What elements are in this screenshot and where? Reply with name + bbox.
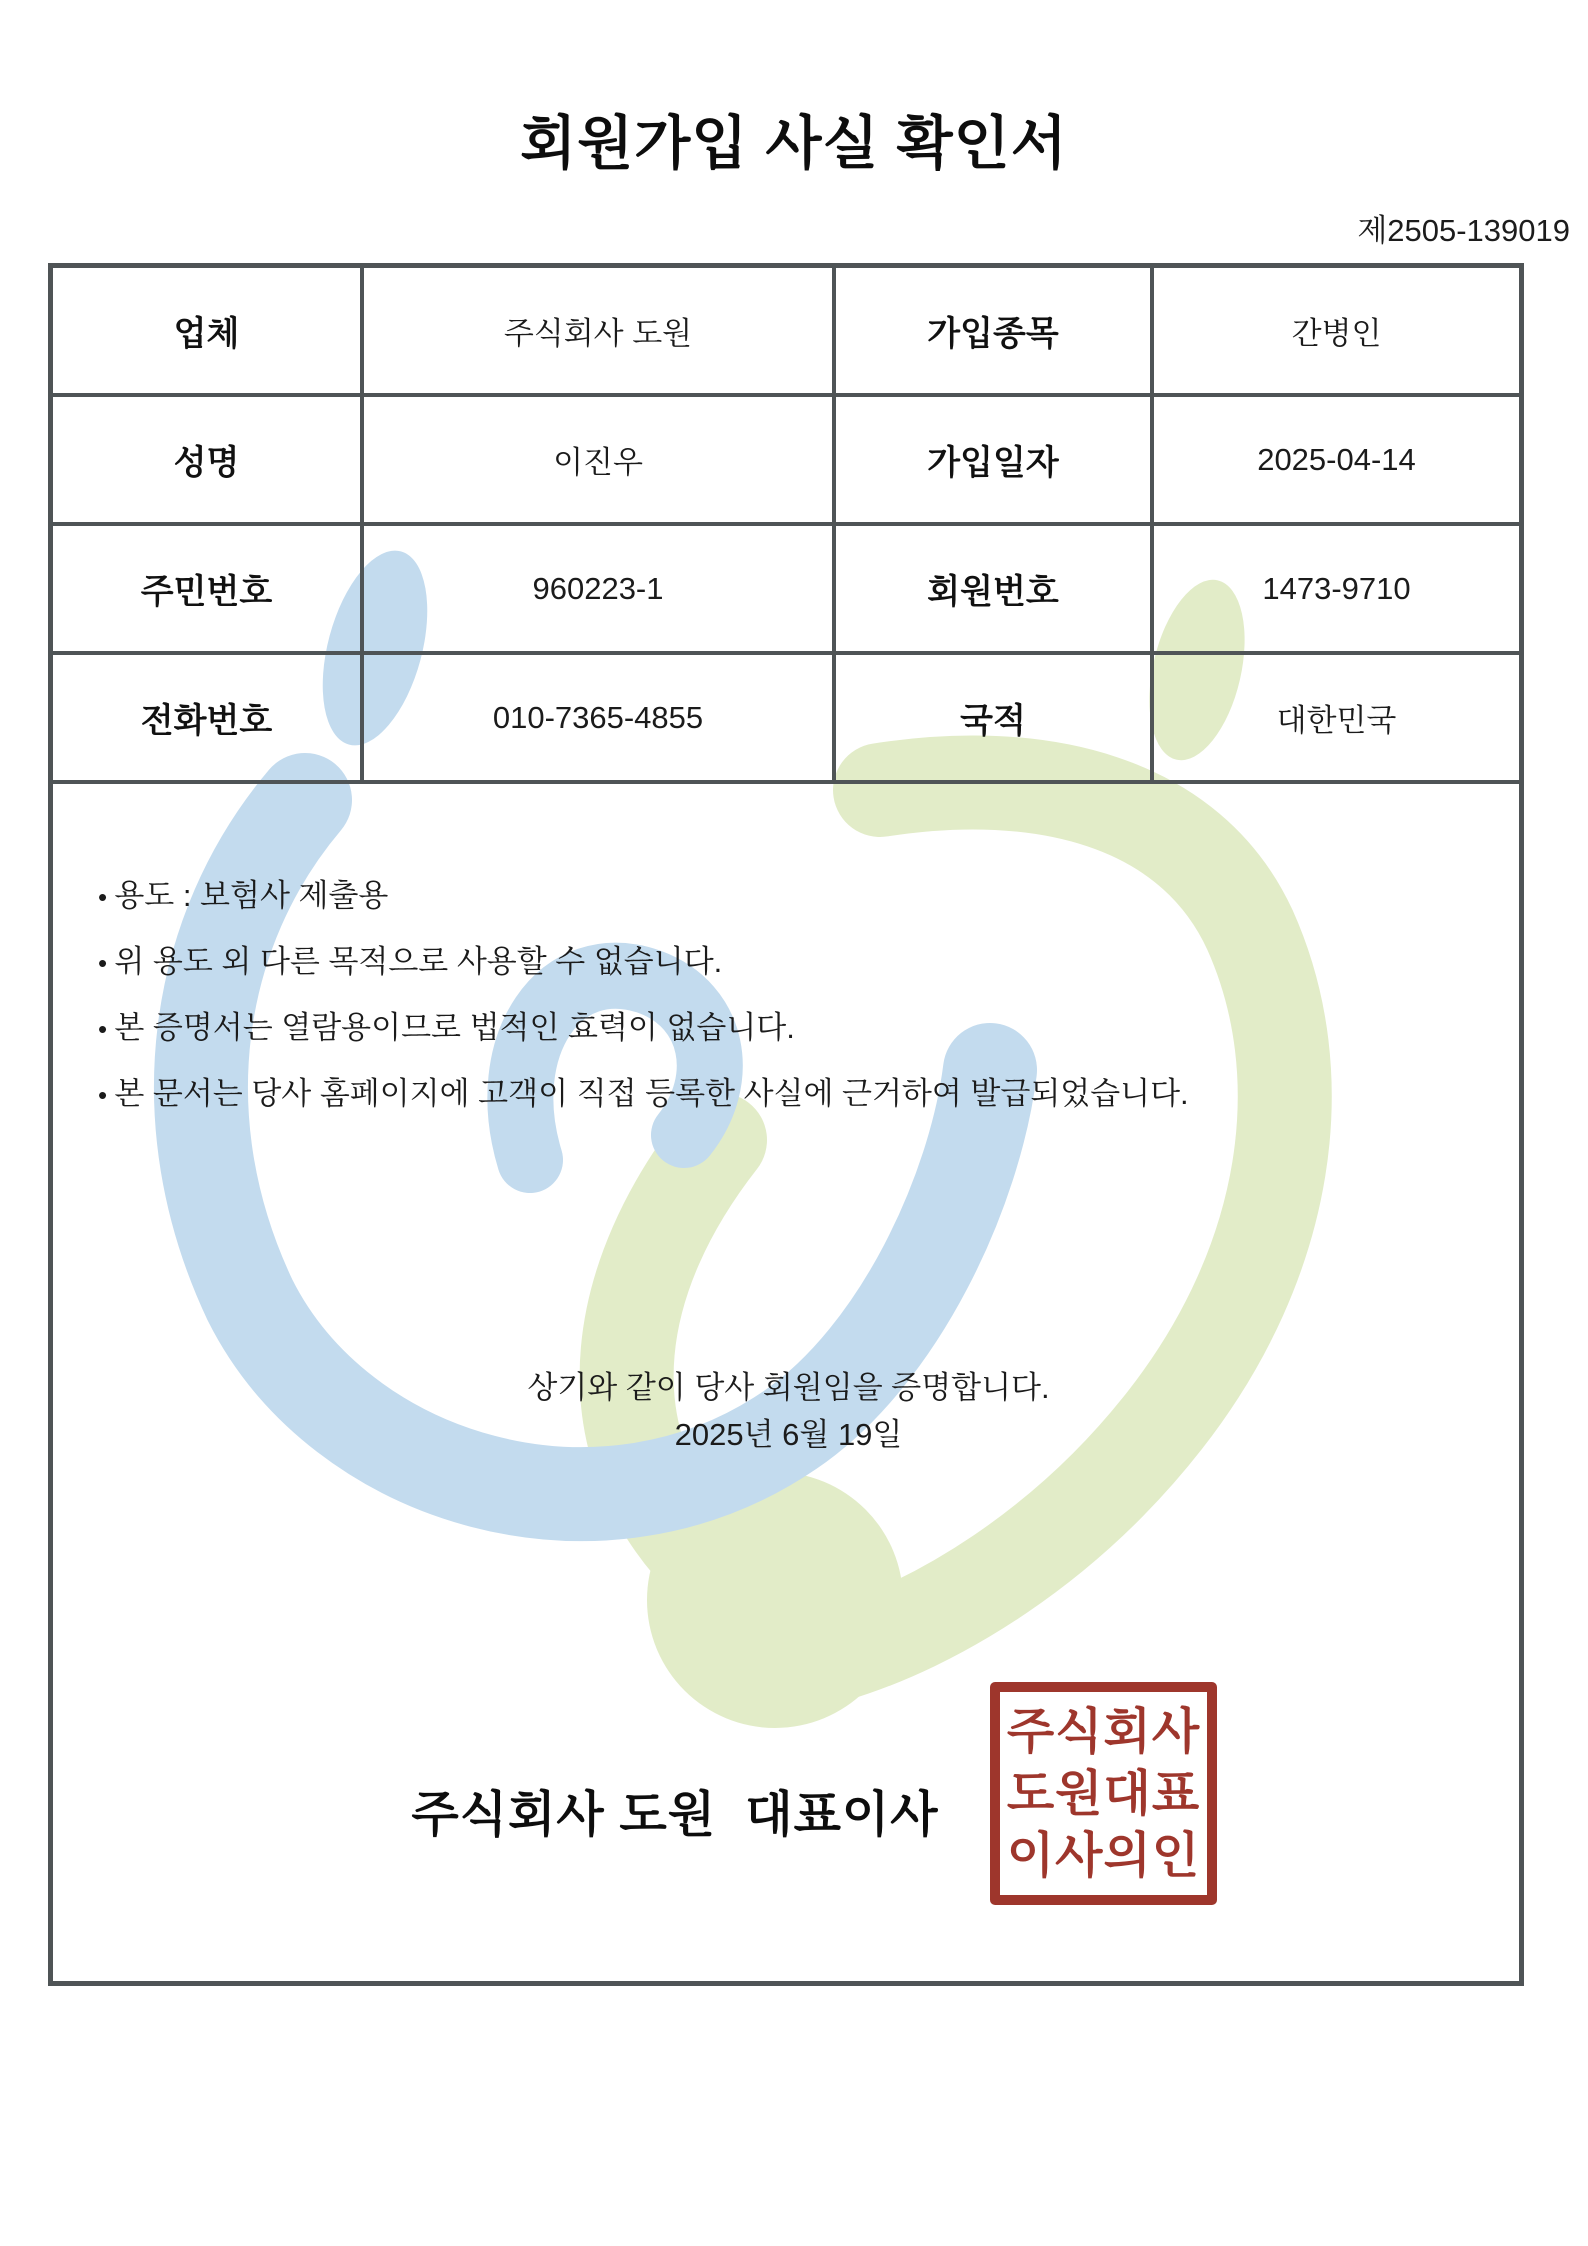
statement [98,1364,1479,1458]
statement-date: 2025년 6월 19일 [674,1417,903,1452]
field-label-nationality: 국적 [836,655,1154,784]
field-label-phone: 전화번호 [53,655,364,784]
note-item-basis: • 본 문서는 당사 홈페이지에 고객이 직접 등록한 사실에 근거하여 발급되었습니다. [98,1075,1479,1114]
seal-text-line: 이사의인 [1006,1828,1201,1883]
note-item-purpose: • 용도 : 보험사 제출용 [98,877,1479,916]
field-value-company: 주식회사 도원 [364,268,836,397]
document-number: 제2505-139019 [1357,213,1570,248]
certificate-body [48,263,1524,1986]
field-label-name: 성명 [53,397,364,526]
field-label-join-date: 가입일자 [836,397,1154,526]
field-value-membership: 간병인 [1154,268,1519,397]
corporate-seal [990,1682,1217,1905]
field-label-member-no: 회원번호 [836,526,1154,655]
field-label-resident-no: 주민번호 [53,526,364,655]
field-label-company: 업체 [53,268,364,397]
seal-text-line: 주식회사 [1006,1704,1201,1759]
info-table [53,268,1519,784]
note-item-validity: • 본 증명서는 열람용이므로 법적인 효력이 없습니다. [98,1009,1479,1048]
field-value-member-no: 1473-9710 [1154,526,1519,655]
field-value-phone: 010-7365-4855 [364,655,836,784]
note-item-restriction: • 위 용도 외 다른 목적으로 사용할 수 없습니다. [98,943,1479,982]
field-value-resident-no: 960223-1 [364,526,836,655]
field-value-join-date: 2025-04-14 [1154,397,1519,526]
issuer-line: 주식회사 도원 대표이사 [411,1788,939,1842]
field-value-nationality: 대한민국 [1154,655,1519,784]
document-title: 회원가입 사실 확인서 [520,111,1068,176]
notes-section [53,784,1519,1458]
field-value-name: 이진우 [364,397,836,526]
field-label-membership: 가입종목 [836,268,1154,397]
statement-line: 상기와 같이 당사 회원임을 증명합니다. [527,1370,1050,1405]
seal-text-line: 도원대표 [1006,1766,1201,1821]
